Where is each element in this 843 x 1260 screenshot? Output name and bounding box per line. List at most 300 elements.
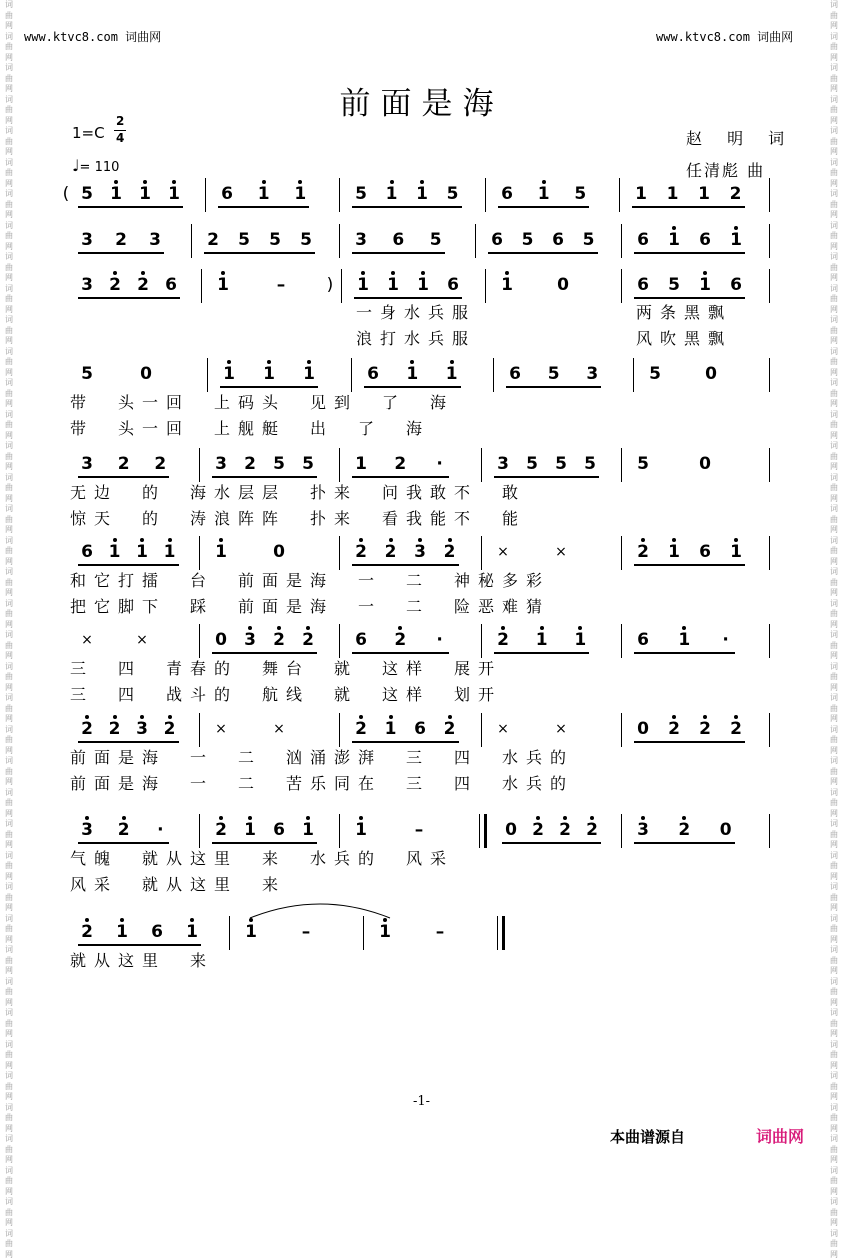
octave-dot <box>221 271 225 275</box>
note: 2 <box>494 630 512 650</box>
note: 6 <box>367 364 379 384</box>
note: 5 <box>555 454 567 474</box>
octave-dot <box>306 816 310 820</box>
beam-underline <box>352 741 459 743</box>
octave-dot <box>501 626 505 630</box>
octave-dot <box>143 180 147 184</box>
note: 0 <box>215 630 227 650</box>
octave-dot <box>262 180 266 184</box>
octave-dot <box>359 816 363 820</box>
beam-underline <box>352 564 459 566</box>
octave-dot <box>682 626 686 630</box>
octave-dot <box>448 715 452 719</box>
octave-dot <box>227 360 231 364</box>
note: 1 <box>383 184 401 204</box>
note: 3 <box>133 719 151 739</box>
note: 3 <box>241 630 259 650</box>
note: 1 <box>414 275 432 295</box>
note: 0 <box>505 820 517 840</box>
note: 2 <box>106 719 124 739</box>
note: 1 <box>675 630 693 650</box>
note: 6 <box>637 275 649 295</box>
bar-line <box>479 814 480 848</box>
note: 0 <box>705 364 717 384</box>
measure <box>622 273 770 301</box>
note: 6 <box>699 230 711 250</box>
note: 3 <box>81 275 93 295</box>
tie-arc <box>240 896 400 920</box>
beam-underline <box>494 476 599 478</box>
bar-line <box>769 358 770 392</box>
measure <box>622 540 770 568</box>
measure <box>486 273 622 301</box>
note: 1 <box>533 630 551 650</box>
measure <box>66 228 192 256</box>
note: 2 <box>729 184 742 204</box>
quarter-note-icon: ♩ <box>72 156 80 175</box>
octave-dot <box>248 626 252 630</box>
octave-dot <box>734 715 738 719</box>
octave-dot <box>168 538 172 542</box>
octave-dot <box>307 360 311 364</box>
note: 6 <box>151 922 163 942</box>
note: 6 <box>447 275 459 295</box>
side-watermark-right: 词曲网词曲网词曲网词曲网词曲网词曲网词曲网词曲网词曲网词曲网词曲网词曲网词曲网词曲网词曲网词曲网词曲网词曲网词曲网词曲网词曲网词曲网词曲网词曲网词曲网词曲网词曲网词曲网词曲网词曲网词曲网词曲网词曲网词曲网词曲网词曲网词曲网词曲网词曲网词曲网 <box>830 0 838 1259</box>
lyricist: 赵 明 词 <box>686 129 795 148</box>
measure <box>340 452 482 480</box>
header-right[interactable]: www.ktvc8.com 词曲网 <box>656 30 794 44</box>
octave-dot <box>734 226 738 230</box>
note: × <box>497 544 509 560</box>
note: 2 <box>583 820 601 840</box>
note: 1 <box>260 364 278 384</box>
octave-dot <box>672 715 676 719</box>
octave-dot <box>122 816 126 820</box>
measure <box>66 540 200 568</box>
note: 5 <box>637 454 649 474</box>
measure <box>476 228 622 256</box>
measure <box>340 228 476 256</box>
note: 6 <box>392 230 405 250</box>
note: 2 <box>696 719 714 739</box>
note: × <box>81 632 93 648</box>
note: 5 <box>273 454 285 474</box>
beam-underline <box>352 252 445 254</box>
note: 5 <box>547 364 560 384</box>
lyric-line: 带 头 一 回 上 码 头 见 到 了 海 <box>69 393 446 412</box>
octave-dot <box>113 271 117 275</box>
octave-dot <box>298 180 302 184</box>
beam-underline <box>632 206 745 208</box>
beam-underline <box>78 476 169 478</box>
note: 1 <box>727 542 745 562</box>
beam-underline <box>78 741 179 743</box>
beam-underline <box>634 564 745 566</box>
octave-dot <box>391 271 395 275</box>
header-left[interactable]: www.ktvc8.com 词曲网 <box>24 30 162 44</box>
measure <box>66 628 200 656</box>
measure <box>200 717 340 745</box>
beam-underline <box>78 206 183 208</box>
measure <box>66 273 202 301</box>
note: 3 <box>634 820 652 840</box>
note: 2 <box>244 454 256 474</box>
tempo-value: = 110 <box>79 160 120 175</box>
note: 6 <box>221 184 233 204</box>
note: 2 <box>212 820 230 840</box>
measure <box>622 628 770 656</box>
note: 2 <box>391 630 409 650</box>
note: 1 <box>300 364 318 384</box>
note: 0 <box>273 542 285 562</box>
note: 6 <box>501 184 513 204</box>
lyric-line: 两 条 黑 飘 <box>635 303 724 322</box>
octave-dot <box>172 180 176 184</box>
measure <box>622 818 770 846</box>
note: – <box>276 275 286 295</box>
octave-dot <box>448 538 452 542</box>
beam-underline <box>352 652 449 654</box>
note: 3 <box>355 230 367 250</box>
octave-dot <box>563 816 567 820</box>
measure <box>208 362 352 390</box>
note: – <box>435 922 445 942</box>
beam-underline <box>218 206 309 208</box>
lyric-line: 风 吹 黑 飘 <box>635 329 724 348</box>
note: 2 <box>529 820 547 840</box>
beam-underline <box>212 476 317 478</box>
octave-dot <box>359 538 363 542</box>
note: × <box>555 721 567 737</box>
note: 3 <box>215 454 227 474</box>
note: 2 <box>207 230 219 250</box>
note: 5 <box>584 454 596 474</box>
octave-dot <box>267 360 271 364</box>
octave-dot <box>450 360 454 364</box>
note: 1 <box>498 275 516 295</box>
lyric-line: 惊 天 的 涛 浪 阵 阵 扑 来 看 我 能 不 能 <box>69 509 518 528</box>
note: 2 <box>299 630 317 650</box>
octave-dot <box>168 715 172 719</box>
octave-dot <box>390 180 394 184</box>
repeat-bar <box>484 814 487 848</box>
measure <box>352 362 494 390</box>
note: 1 <box>403 364 421 384</box>
note: × <box>497 721 509 737</box>
bar-line <box>769 448 770 482</box>
measure <box>340 628 482 656</box>
footer-source-label: 本曲谱源自 <box>610 1128 686 1146</box>
note: 1 <box>113 922 131 942</box>
lyric-line: 风 采 就 从 这 里 来 <box>69 875 278 894</box>
note: 1 <box>212 542 230 562</box>
octave-dot <box>536 816 540 820</box>
beam-underline <box>354 297 462 299</box>
lyric-line: 就 从 这 里 来 <box>69 951 206 970</box>
octave-dot <box>542 180 546 184</box>
measure <box>66 717 200 745</box>
octave-dot <box>703 715 707 719</box>
measure <box>482 452 622 480</box>
measure <box>482 540 622 568</box>
note: – <box>414 820 424 840</box>
note: 1 <box>183 922 201 942</box>
note: 2 <box>106 275 124 295</box>
page-number: -1- <box>412 1094 431 1109</box>
note: 1 <box>241 820 259 840</box>
octave-dot <box>682 816 686 820</box>
note: 5 <box>446 184 459 204</box>
note: 1 <box>384 275 402 295</box>
note: 5 <box>269 230 281 250</box>
note: 1 <box>136 184 154 204</box>
lyric-line: 和 它 打 擂 台 前 面 是 海 一 二 神 秘 多 彩 <box>69 571 542 590</box>
beam-underline <box>634 652 735 654</box>
note: 6 <box>165 275 177 295</box>
note: 2 <box>270 630 288 650</box>
bar-line <box>769 624 770 658</box>
note: 2 <box>154 454 167 474</box>
note: 1 <box>107 184 125 204</box>
bar-line <box>497 916 498 950</box>
measure <box>340 818 480 846</box>
lyric-line: 带 头 一 回 上 舰 艇 出 了 海 <box>69 419 422 438</box>
measure <box>486 182 620 210</box>
beam-underline <box>220 386 318 388</box>
note: 2 <box>115 230 127 250</box>
beam-underline <box>78 564 179 566</box>
note: 2 <box>556 820 574 840</box>
measure <box>66 452 200 480</box>
octave-dot <box>114 180 118 184</box>
note: 3 <box>81 454 93 474</box>
measure <box>200 818 340 846</box>
beam-underline <box>78 297 180 299</box>
octave-dot <box>389 715 393 719</box>
octave-dot <box>672 538 676 542</box>
beam-underline <box>364 386 461 388</box>
note: 1 <box>255 184 273 204</box>
octave-dot <box>420 180 424 184</box>
measure <box>202 273 342 301</box>
note: 2 <box>78 922 96 942</box>
beam-underline <box>506 386 601 388</box>
beam-underline <box>502 842 601 844</box>
octave-dot <box>140 715 144 719</box>
beam-underline <box>352 206 462 208</box>
note: · <box>436 454 443 474</box>
note: 1 <box>665 230 683 250</box>
octave-dot <box>703 271 707 275</box>
beam-underline <box>494 652 589 654</box>
note: 2 <box>727 719 745 739</box>
octave-dot <box>85 816 89 820</box>
note: 1 <box>727 230 745 250</box>
note: 1 <box>355 454 367 474</box>
octave-dot <box>277 626 281 630</box>
note: 1 <box>220 364 238 384</box>
note: 1 <box>635 184 647 204</box>
beam-underline <box>488 252 598 254</box>
note: 1 <box>352 820 370 840</box>
note: 2 <box>161 719 179 739</box>
octave-dot <box>190 918 194 922</box>
note: 1 <box>413 184 431 204</box>
note: 2 <box>665 719 683 739</box>
lyric-line: 前 面 是 海 一 二 苦 乐 同 在 三 四 水 兵 的 <box>69 774 566 793</box>
note: 2 <box>441 542 459 562</box>
bar-line <box>769 178 770 212</box>
octave-dot <box>590 816 594 820</box>
lyric-line: 一 身 水 兵 服 <box>355 303 468 322</box>
bar-line <box>769 224 770 258</box>
note: 2 <box>352 719 370 739</box>
note: 2 <box>352 542 370 562</box>
octave-dot <box>113 715 117 719</box>
octave-dot <box>120 918 124 922</box>
song-title: 前面是海 <box>339 86 504 122</box>
lyric-line: 把 它 脚 下 踩 前 面 是 海 一 二 险 恶 难 猜 <box>69 597 542 616</box>
beam-underline <box>204 252 315 254</box>
paren-close: ) <box>326 275 334 295</box>
note: 2 <box>382 542 400 562</box>
measure <box>66 920 230 948</box>
beam-underline <box>78 842 169 844</box>
note: × <box>273 721 285 737</box>
bar-line <box>769 713 770 747</box>
time-signature-bottom: 4 <box>116 131 125 145</box>
note: 3 <box>81 230 93 250</box>
measure <box>340 540 482 568</box>
measure <box>620 182 770 210</box>
octave-dot <box>85 918 89 922</box>
lyric-line: 浪 打 水 兵 服 <box>355 329 468 348</box>
beam-underline <box>78 252 164 254</box>
note: 1 <box>571 630 589 650</box>
beam-underline <box>352 476 449 478</box>
note: 2 <box>134 275 152 295</box>
note: 5 <box>81 364 93 384</box>
note: 5 <box>300 230 312 250</box>
note: 3 <box>411 542 429 562</box>
tempo-marking <box>72 156 119 175</box>
note: 2 <box>115 820 133 840</box>
beam-underline <box>634 252 745 254</box>
note: 5 <box>302 454 314 474</box>
note: 1 <box>214 275 232 295</box>
beam-underline <box>78 944 201 946</box>
composer: 任清彪 曲 <box>686 161 766 180</box>
note: 0 <box>637 719 649 739</box>
measure <box>342 273 486 301</box>
beam-underline <box>212 652 317 654</box>
beam-underline <box>634 842 735 844</box>
octave-dot <box>219 538 223 542</box>
measure <box>200 628 340 656</box>
octave-dot <box>641 538 645 542</box>
note: 5 <box>238 230 250 250</box>
octave-dot <box>641 816 645 820</box>
note: 1 <box>535 184 553 204</box>
note: 1 <box>666 184 679 204</box>
note: 1 <box>665 542 683 562</box>
note: 1 <box>354 275 372 295</box>
footer-brand-link[interactable]: 词曲网 <box>756 1127 805 1146</box>
note: 6 <box>637 230 649 250</box>
note: 1 <box>133 542 151 562</box>
measure <box>66 362 208 390</box>
note: 2 <box>441 719 459 739</box>
octave-dot <box>578 626 582 630</box>
measure <box>634 362 770 390</box>
note: 6 <box>81 542 93 562</box>
octave-dot <box>359 715 363 719</box>
note: 0 <box>140 364 152 384</box>
octave-dot <box>140 538 144 542</box>
note: 1 <box>382 719 400 739</box>
measure <box>200 540 340 568</box>
note: 2 <box>675 820 693 840</box>
measure <box>494 362 634 390</box>
paren-open: ( <box>62 184 70 204</box>
note: 5 <box>429 230 442 250</box>
note: 3 <box>497 454 509 474</box>
octave-dot <box>306 626 310 630</box>
note: 0 <box>719 820 732 840</box>
note: 1 <box>242 922 260 942</box>
note: × <box>555 544 567 560</box>
measure <box>340 182 486 210</box>
note: 5 <box>355 184 367 204</box>
note: · <box>436 630 443 650</box>
final-bar <box>502 916 505 950</box>
note: 6 <box>637 630 649 650</box>
octave-dot <box>141 271 145 275</box>
lyric-line: 三 四 战 斗 的 航 线 就 这 样 划 开 <box>69 685 494 704</box>
note: 6 <box>414 719 426 739</box>
note: · <box>722 630 729 650</box>
octave-dot <box>734 538 738 542</box>
measure <box>230 920 364 948</box>
note: 0 <box>557 275 569 295</box>
octave-dot <box>410 360 414 364</box>
note: 5 <box>81 184 93 204</box>
lyric-line: 三 四 青 春 的 舞 台 就 这 样 展 开 <box>69 659 494 678</box>
side-watermark-left: 词曲网词曲网词曲网词曲网词曲网词曲网词曲网词曲网词曲网词曲网词曲网词曲网词曲网词曲网词曲网词曲网词曲网词曲网词曲网词曲网词曲网词曲网词曲网词曲网词曲网词曲网词曲网词曲网词曲网词曲网词曲网词曲网词曲网词曲网词曲网词曲网词曲网词曲网词曲网词曲网 <box>5 0 13 1259</box>
measure <box>482 717 622 745</box>
note: × <box>136 632 148 648</box>
octave-dot <box>361 271 365 275</box>
measure <box>192 228 340 256</box>
note: 5 <box>521 230 534 250</box>
octave-dot <box>85 715 89 719</box>
octave-dot <box>672 226 676 230</box>
beam-underline <box>498 206 589 208</box>
note: × <box>215 721 227 737</box>
note: 5 <box>582 230 595 250</box>
beam-underline <box>212 842 317 844</box>
octave-dot <box>398 626 402 630</box>
beam-underline <box>634 297 745 299</box>
note: 0 <box>699 454 711 474</box>
note: 1 <box>161 542 179 562</box>
bar-line <box>769 536 770 570</box>
measure <box>340 717 482 745</box>
note: 1 <box>696 275 714 295</box>
octave-dot <box>540 626 544 630</box>
note: 2 <box>117 454 130 474</box>
note: 6 <box>699 542 711 562</box>
